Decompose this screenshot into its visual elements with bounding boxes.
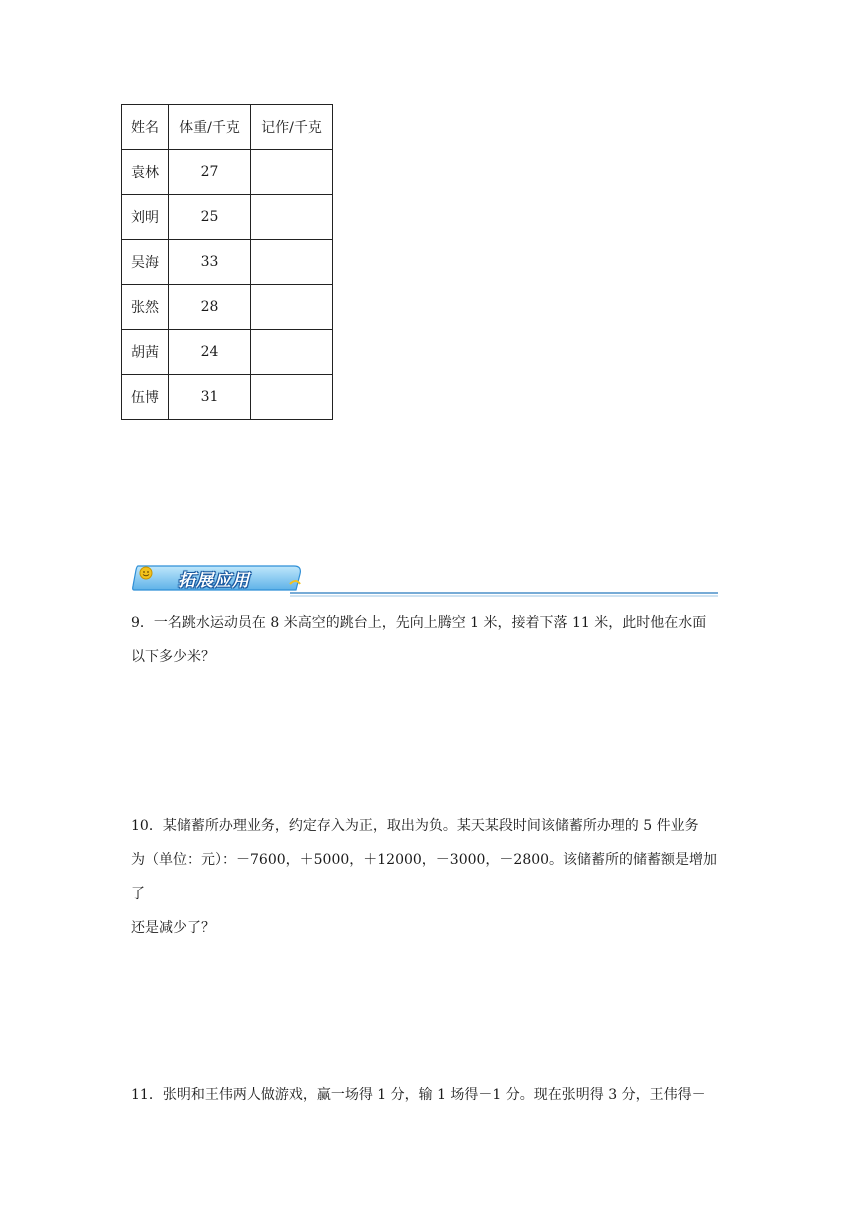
table-row <box>122 375 333 420</box>
table-row <box>122 195 333 240</box>
question-9-line-2: 以下多少米？ <box>131 649 215 665</box>
table-row <box>122 285 333 330</box>
cell-weight: 24 <box>169 330 251 375</box>
question-9 <box>131 606 731 674</box>
cell-name: 刘明 <box>122 195 169 240</box>
table-row <box>122 240 333 285</box>
cell-recorded[interactable] <box>251 375 333 420</box>
table-header-row <box>122 105 333 150</box>
cell-recorded[interactable] <box>251 285 333 330</box>
cell-name: 伍博 <box>122 375 169 420</box>
question-9-line-1: 9．一名跳水运动员在 8 米高空的跳台上，先向上腾空 1 米，接着下落 11 米，此时他在水面 <box>131 615 707 631</box>
cell-recorded[interactable] <box>251 195 333 240</box>
cell-name: 胡茜 <box>122 330 169 375</box>
question-11 <box>131 1078 731 1112</box>
question-10-line-2: 为（单位：元）：－7600，＋5000，＋12000，－3000，－2800。该储蓄所的储蓄额是增加了 <box>131 852 718 902</box>
cell-recorded[interactable] <box>251 240 333 285</box>
cell-name: 张然 <box>122 285 169 330</box>
section-banner <box>130 562 720 600</box>
cell-name: 吴海 <box>122 240 169 285</box>
header-name: 姓名 <box>122 105 169 150</box>
cell-weight: 28 <box>169 285 251 330</box>
cell-weight: 33 <box>169 240 251 285</box>
cell-weight: 25 <box>169 195 251 240</box>
question-10-line-3: 还是减少了？ <box>131 920 215 936</box>
question-10-line-1: 10．某储蓄所办理业务，约定存入为正，取出为负。某天某段时间该储蓄所办理的 5 件业务 <box>131 818 699 834</box>
cell-recorded[interactable] <box>251 150 333 195</box>
smiley-icon <box>140 567 152 579</box>
header-recorded: 记作/千克 <box>251 105 333 150</box>
table-row <box>122 330 333 375</box>
weight-table <box>121 104 333 420</box>
cell-name: 袁林 <box>122 150 169 195</box>
table-row <box>122 150 333 195</box>
question-10 <box>131 809 731 945</box>
section-title: 拓展应用 <box>178 571 250 591</box>
question-11-line-1: 11．张明和王伟两人做游戏，赢一场得 1 分，输 1 场得－1 分。现在张明得 3 分，王伟得－ <box>131 1087 706 1103</box>
header-weight: 体重/千克 <box>169 105 251 150</box>
cell-weight: 27 <box>169 150 251 195</box>
cell-weight: 31 <box>169 375 251 420</box>
cell-recorded[interactable] <box>251 330 333 375</box>
